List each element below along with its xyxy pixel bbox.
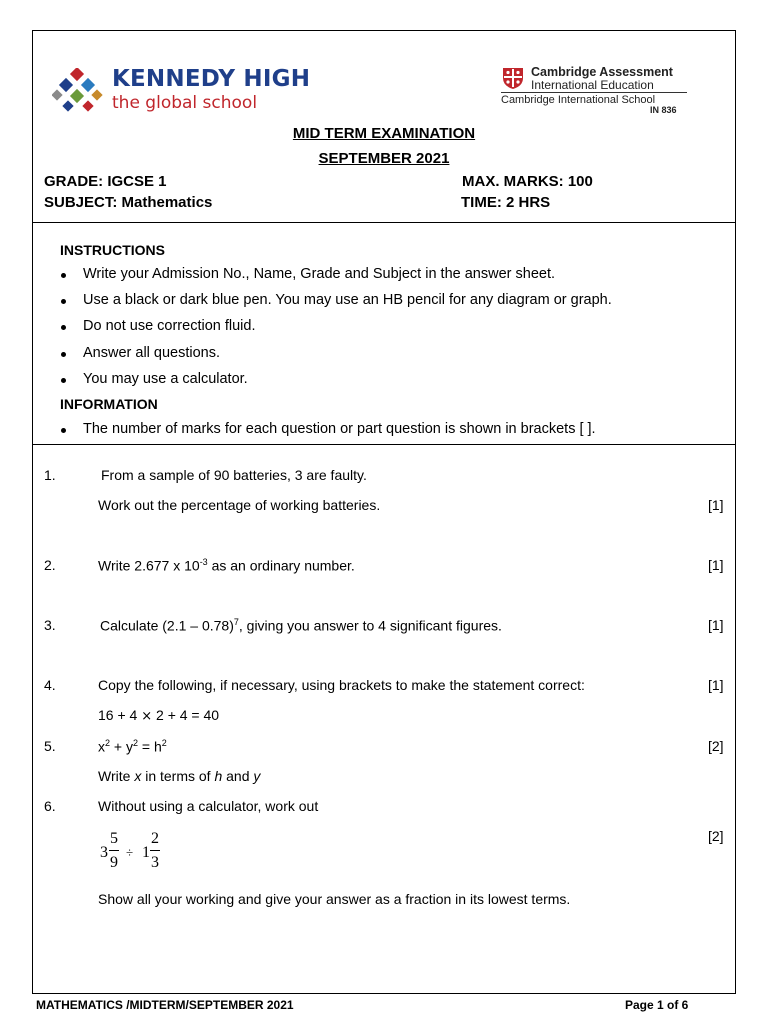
subject-label: SUBJECT: Mathematics — [44, 194, 213, 211]
header-divider — [32, 222, 736, 223]
cambridge-line-3: Cambridge International School — [501, 94, 656, 106]
instruction-item: You may use a calculator. — [83, 371, 248, 387]
question-3-text: Calculate (2.1 – 0.78)$^7$, giving you answer to 4 significant figures. — [100, 617, 502, 634]
instruction-item: Do not use correction fluid. — [83, 318, 256, 334]
page-number: Page 1 of 6 — [625, 998, 689, 1012]
cambridge-line-1: Cambridge Assessment — [531, 65, 673, 79]
question-2-marks: [1] — [708, 557, 724, 573]
cambridge-line-2: International Education — [531, 78, 654, 92]
school-tagline: the global school — [112, 93, 258, 113]
question-1-task: Work out the percentage of working batteries. — [98, 497, 381, 513]
question-1-marks: [1] — [708, 497, 724, 513]
exam-title: MID TERM EXAMINATION — [292, 125, 476, 142]
grade-label: GRADE: IGCSE 1 — [44, 173, 167, 190]
question-6-expression: 3 5 9 ÷ 1 2 3 — [100, 830, 159, 871]
question-5-marks: [2] — [708, 738, 724, 754]
question-6-task: Show all your working and give your answer as a fraction in its lowest terms. — [98, 891, 571, 907]
school-name: KENNEDY HIGH — [112, 66, 311, 92]
cambridge-divider — [501, 92, 687, 93]
question-3-marks: [1] — [708, 617, 724, 633]
instructions-heading: INSTRUCTIONS — [60, 242, 165, 258]
question-number: 1. — [44, 467, 56, 483]
question-number: 2. — [44, 557, 56, 573]
max-marks-label: MAX. MARKS: 100 — [462, 173, 593, 190]
question-4-expression: 16 + 4 × 2 + 4 = 40 — [98, 707, 220, 724]
instructions-divider — [32, 444, 736, 445]
instruction-item: Write your Admission No., Name, Grade and Subject in the answer sheet. — [83, 266, 556, 282]
bullet-icon — [61, 352, 66, 357]
time-label: TIME: 2 HRS — [461, 194, 551, 211]
exam-date: SEPTEMBER 2021 — [318, 150, 450, 167]
bullet-icon — [61, 428, 66, 433]
cambridge-code: IN 836 — [650, 105, 677, 115]
question-2-text: Write 2.677 x $10^{-3}$ as an ordinary number. — [98, 557, 355, 574]
question-5-equation: $x^2 + y^2 = h^2$ — [98, 738, 167, 755]
question-6-text: Without using a calculator, work out — [98, 798, 319, 814]
question-4-marks: [1] — [708, 677, 724, 693]
bullet-icon — [61, 378, 66, 383]
question-number: 6. — [44, 798, 56, 814]
question-5-task: Write x in terms of h and y — [98, 768, 261, 784]
bullet-icon — [61, 299, 66, 304]
footer-left: MATHEMATICS /MIDTERM/SEPTEMBER 2021 — [36, 998, 294, 1012]
question-1-text: From a sample of 90 batteries, 3 are faulty. — [101, 467, 367, 483]
information-item: The number of marks for each question or part question is shown in brackets [ ]. — [83, 421, 596, 437]
question-number: 3. — [44, 617, 56, 633]
information-heading: INFORMATION — [60, 396, 158, 412]
question-number: 5. — [44, 738, 56, 754]
bullet-icon — [61, 325, 66, 330]
question-number: 4. — [44, 677, 56, 693]
question-4-text: Copy the following, if necessary, using brackets to make the statement correct: — [98, 677, 585, 693]
question-6-marks: [2] — [708, 828, 724, 844]
instruction-item: Use a black or dark blue pen. You may use an HB pencil for any diagram or graph. — [83, 292, 612, 308]
bullet-icon — [61, 273, 66, 278]
instruction-item: Answer all questions. — [83, 345, 221, 361]
cambridge-crest-icon — [501, 66, 525, 90]
kennedy-high-logo-icon — [52, 68, 108, 116]
